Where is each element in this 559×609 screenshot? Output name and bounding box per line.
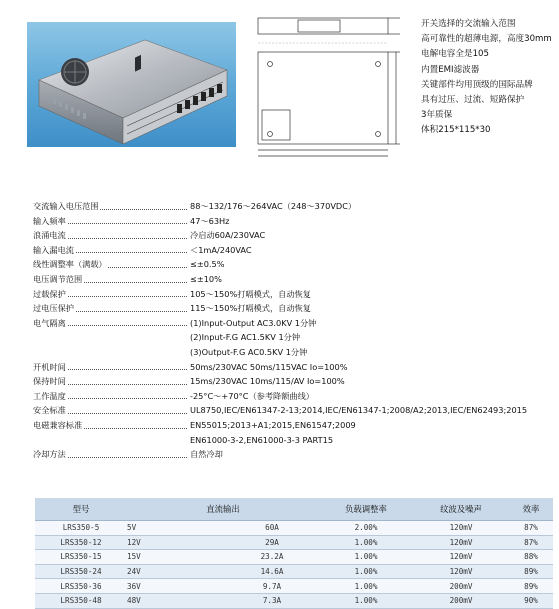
spec-value: (2)Input-F.G AC1.5KV 1分钟	[190, 332, 301, 343]
spec-row	[33, 345, 553, 360]
cell-current: 9.7A	[225, 579, 319, 594]
spec-value: EN61000-3-2,EN61000-3-3 PART15	[190, 434, 334, 445]
spec-row	[33, 287, 553, 302]
cell-voltage: 5V	[127, 521, 225, 536]
spec-label: 工作温度	[33, 390, 66, 401]
cell-efficiency: 89%	[509, 564, 553, 579]
spec-label: 冷却方法	[33, 449, 66, 460]
cell-voltage: 15V	[127, 550, 225, 565]
cell-model: LRS350-15	[35, 550, 127, 565]
cell-current: 29A	[225, 535, 319, 550]
table-row	[35, 579, 553, 594]
spec-label: 开机时间	[33, 361, 66, 372]
spec-row	[33, 374, 553, 389]
feature-item: 高可靠性的超薄电源，高度30mm	[421, 34, 552, 45]
cell-ripple: 120mV	[413, 550, 509, 565]
spec-label: 安全标准	[33, 405, 66, 416]
cell-ripple: 120mV	[413, 535, 509, 550]
header-load-regulation: 负载调整率	[319, 498, 413, 521]
cell-load-regulation: 1.00%	[319, 593, 413, 608]
spec-value: EN55015;2013+A1;2015,EN61547;2009	[190, 419, 356, 430]
cell-ripple: 120mV	[413, 521, 509, 536]
cell-voltage: 48V	[127, 593, 225, 608]
cell-load-regulation: 1.00%	[319, 550, 413, 565]
cell-voltage: 24V	[127, 564, 225, 579]
spec-row	[33, 403, 553, 418]
spec-label: 电气隔离	[33, 317, 66, 328]
feature-item: 具有过压、过流、短路保护	[421, 94, 525, 105]
table-row	[35, 535, 553, 550]
spec-row	[33, 301, 553, 316]
spec-row	[33, 316, 553, 331]
cell-voltage: 12V	[127, 535, 225, 550]
header-dc-output: 直流输出	[127, 498, 319, 521]
cell-current: 23.2A	[225, 550, 319, 565]
spec-value: 47～63Hz	[190, 215, 230, 226]
cell-load-regulation: 1.00%	[319, 579, 413, 594]
spec-value: (3)Output-F.G AC0.5KV 1分钟	[190, 346, 308, 357]
feature-item: 电解电容全是105	[421, 49, 489, 60]
header-ripple-noise: 纹波及噪声	[413, 498, 509, 521]
spec-label: 保持时间	[33, 376, 66, 387]
cell-efficiency: 87%	[509, 521, 553, 536]
spec-label: 交流输入电压范围	[33, 201, 99, 211]
spec-value: ≤±0.5%	[190, 259, 225, 270]
table-row	[35, 564, 553, 579]
table-header-row	[35, 498, 553, 521]
cell-efficiency: 88%	[509, 550, 553, 565]
feature-item: 关键部件均用顶级的国际品牌	[421, 79, 533, 90]
cell-load-regulation: 2.00%	[319, 521, 413, 536]
spec-label: 过电压保护	[33, 303, 74, 314]
feature-list	[421, 17, 557, 139]
cell-efficiency: 89%	[509, 579, 553, 594]
cell-ripple: 200mV	[413, 579, 509, 594]
spec-label: 电压调节范围	[33, 273, 83, 284]
spec-row	[33, 272, 553, 287]
spec-value: (1)Input-Output AC3.0KV 1分钟	[190, 317, 317, 328]
feature-item: 内置EMI滤波器	[421, 64, 480, 75]
spec-label: 输入频率	[33, 215, 66, 226]
cell-model: LRS350-5	[35, 521, 127, 536]
cell-load-regulation: 1.00%	[319, 564, 413, 579]
product-photo	[27, 22, 236, 147]
spec-value: -25°C～+70°C（参考降额曲线）	[190, 390, 314, 401]
cell-efficiency: 90%	[509, 593, 553, 608]
spec-label: 浪涌电流	[33, 230, 66, 241]
spec-row	[33, 214, 553, 229]
spec-value: 15ms/230VAC 10ms/115/AV Io=100%	[190, 376, 345, 387]
cell-model: LRS350-24	[35, 564, 127, 579]
cell-voltage: 36V	[127, 579, 225, 594]
spec-row	[33, 228, 553, 243]
cell-current: 7.3A	[225, 593, 319, 608]
header-efficiency: 效率	[509, 498, 553, 521]
spec-row	[33, 447, 553, 462]
spec-row	[33, 199, 553, 214]
cell-current: 60A	[225, 521, 319, 536]
spec-value: 50ms/230VAC 50ms/115VAC Io=100%	[190, 361, 348, 372]
spec-value: ＜1mA/240VAC	[190, 244, 252, 255]
spec-row	[33, 257, 553, 272]
cell-ripple: 200mV	[413, 593, 509, 608]
spec-label: 过载保护	[33, 288, 66, 299]
outline-drawing-svg	[248, 10, 408, 158]
spec-value: 自然冷却	[190, 449, 223, 460]
spec-value: 105～150%打嗝模式，自动恢复	[190, 288, 311, 299]
spec-row	[33, 360, 553, 375]
spec-label: 线性调整率（满载）	[33, 259, 107, 270]
spec-value: 冷启动60A/230VAC	[190, 230, 266, 241]
spec-label: 电磁兼容标准	[33, 419, 83, 430]
table-row	[35, 521, 553, 536]
spec-row	[33, 418, 553, 433]
cell-current: 14.6A	[225, 564, 319, 579]
spec-value: ≤±10%	[190, 273, 222, 284]
spec-value: UL8750,IEC/EN61347-2-13;2014,IEC/EN61347-1;2008/A2;2013,IEC/EN62493;2015	[190, 405, 528, 416]
cell-model: LRS350-12	[35, 535, 127, 550]
cell-ripple: 120mV	[413, 564, 509, 579]
spec-value: 88～132/176～264VAC（248～370VDC）	[190, 201, 357, 211]
spec-row	[33, 243, 553, 258]
dimension-drawing	[248, 10, 408, 158]
table-row	[35, 593, 553, 608]
cell-model: LRS350-48	[35, 593, 127, 608]
spec-row	[33, 330, 553, 345]
feature-item: 开关选择的交流输入范围	[421, 19, 516, 29]
feature-item: 3年质保	[421, 110, 453, 121]
spec-value: 115～150%打嗝模式，自动恢复	[190, 303, 311, 314]
spec-list	[33, 199, 553, 462]
spec-row	[33, 389, 553, 404]
cell-load-regulation: 1.00%	[319, 535, 413, 550]
header-model: 型号	[35, 498, 127, 521]
spec-row	[33, 433, 553, 448]
model-table	[35, 498, 553, 609]
spec-label: 输入漏电流	[33, 244, 74, 255]
cell-efficiency: 87%	[509, 535, 553, 550]
table-row	[35, 550, 553, 565]
power-supply-image	[27, 22, 236, 147]
feature-item: 体积215*115*30	[421, 125, 491, 136]
cell-model: LRS350-36	[35, 579, 127, 594]
